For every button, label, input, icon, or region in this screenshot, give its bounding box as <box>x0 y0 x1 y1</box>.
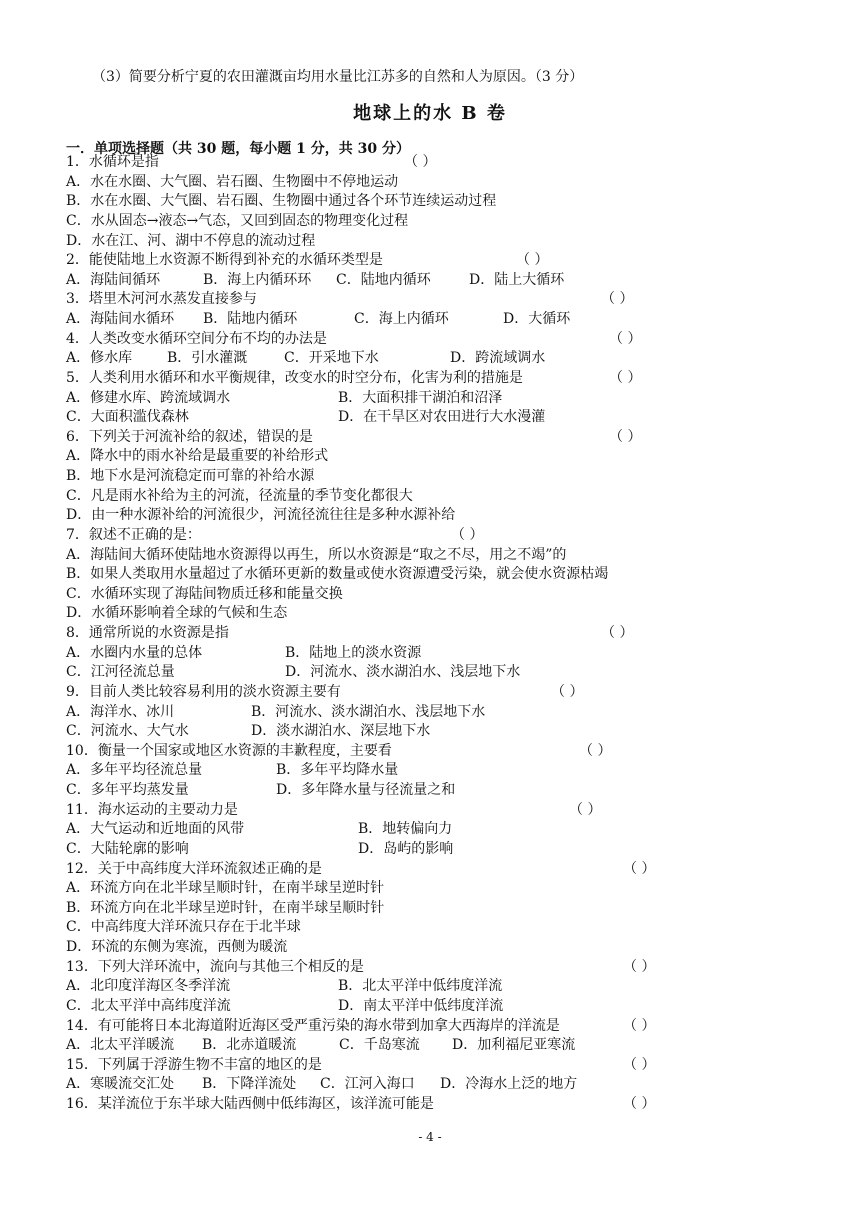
option-row <box>66 585 706 605</box>
option: B．北赤道暖流 <box>202 1037 297 1054</box>
option-row <box>66 604 706 624</box>
option: D．水在江、河、湖中不停息的流动过程 <box>66 232 316 249</box>
option: A．北太平洋暖流 <box>66 1037 175 1054</box>
option-row <box>66 663 706 683</box>
option: D．陆上大循环 <box>469 271 565 288</box>
option: A．环流方向在北半球呈顺时针，在南半球呈逆时针 <box>66 880 385 897</box>
option-row <box>66 879 706 899</box>
option: D．跨流域调水 <box>450 350 546 367</box>
option-row <box>66 271 706 291</box>
option: B．水在水圈、大气圈、岩石圈、生物圈中通过各个环节连续运动过程 <box>66 193 497 210</box>
option: A．寒暖流交汇处 <box>66 1076 175 1093</box>
option: B．多年平均降水量 <box>276 762 399 779</box>
option-row <box>66 918 706 938</box>
question-text: 3．塔里木河河水蒸发直接参与 <box>66 291 257 308</box>
question-text: 1．水循环是指 <box>66 154 159 170</box>
question-stem <box>66 742 706 762</box>
option: D．河流水、淡水湖泊水、浅层地下水 <box>285 664 521 681</box>
answer-blank: （ ） <box>623 860 656 877</box>
answer-blank: （ ） <box>569 801 602 818</box>
question-text: 13．下列大洋环流中，流向与其他三个相反的是 <box>66 958 364 975</box>
option-row <box>66 722 706 742</box>
option: A．修建水库、跨流域调水 <box>66 389 231 406</box>
option: D．加利福尼亚寒流 <box>452 1037 576 1054</box>
answer-blank: （ ） <box>601 625 634 641</box>
question-stem <box>66 251 706 271</box>
question-stem <box>66 860 706 880</box>
question-text: 6．下列关于河流补给的叙述，错误的是 <box>66 428 313 445</box>
option-row <box>66 408 706 428</box>
option: C．江河入海口 <box>320 1076 415 1093</box>
option: A．北印度洋海区冬季洋流 <box>66 978 231 995</box>
option: D．环流的东侧为寒流，西侧为暖流 <box>66 939 288 955</box>
option: A．海洋水、冰川 <box>66 703 175 720</box>
question-stem <box>66 153 706 173</box>
option: C．海上内循环 <box>354 311 449 327</box>
question-stem <box>66 526 706 546</box>
option: D．由一种水源补给的河流很少，河流径流往往是多种水源补给 <box>66 507 456 524</box>
option: A．海陆间大循环使陆地水资源得以再生，所以水资源是“取之不尽，用之不竭”的 <box>66 546 567 563</box>
option: A．大气运动和近地面的风带 <box>66 821 245 838</box>
question-text: 15．下列属于浮游生物不丰富的地区的是 <box>66 1056 322 1073</box>
answer-blank: （ ） <box>551 683 584 700</box>
question-stem <box>66 369 706 389</box>
option: C．凡是雨水补给为主的河流，径流量的季节变化都很大 <box>66 487 413 504</box>
option-row <box>66 467 706 487</box>
question-text: 14．有可能将日本北海道附近海区受严重污染的海水带到加拿大西海岸的洋流是 <box>66 1017 560 1034</box>
answer-blank: （ ） <box>623 958 656 975</box>
option: D．淡水湖泊水、深层地下水 <box>251 723 431 740</box>
option-row <box>66 546 706 566</box>
answer-blank: （ ） <box>404 154 437 170</box>
option: D．大循环 <box>503 311 571 327</box>
option: C．大面积滥伐森林 <box>66 409 189 426</box>
option-row <box>66 506 706 526</box>
answer-blank: （ ） <box>609 369 642 386</box>
option: A．海陆间水循环 <box>66 311 175 327</box>
option: A．多年平均径流总量 <box>66 762 203 779</box>
option-row <box>66 703 706 723</box>
option-row <box>66 487 706 507</box>
question-stem <box>66 330 706 350</box>
question-stem <box>66 1095 706 1115</box>
option: A．水在水圈、大气圈、岩石圈、生物圈中不停地运动 <box>66 173 399 190</box>
question-text: 11．海水运动的主要动力是 <box>66 801 238 818</box>
page-title: 地球上的水 B 卷 <box>353 103 507 124</box>
option-row <box>66 349 706 369</box>
option-row <box>66 565 706 585</box>
question-stem <box>66 290 706 310</box>
option: B．下降洋流处 <box>202 1076 297 1093</box>
option: B．地下水是河流稳定而可靠的补给水源 <box>66 468 315 484</box>
option-row <box>66 1075 706 1095</box>
option-row <box>66 938 706 958</box>
option-row <box>66 232 706 252</box>
option: B．大面积排干湖泊和沼泽 <box>338 389 503 406</box>
option: C．开采地下水 <box>284 350 379 367</box>
option: B．引水灌溉 <box>167 350 248 367</box>
option: B．北太平洋中低纬度洋流 <box>338 978 503 995</box>
option-row <box>66 761 706 781</box>
option: C．大陆轮廓的影响 <box>66 840 189 857</box>
option: B．环流方向在北半球呈逆时针，在南半球呈顺时针 <box>66 899 385 916</box>
option: B．海上内循环环 <box>203 271 312 288</box>
option: D．多年降水量与径流量之和 <box>276 782 456 798</box>
option: A．水圈内水量的总体 <box>66 644 203 661</box>
option-row <box>66 310 706 330</box>
option: C．中高纬度大洋环流只存在于北半球 <box>66 919 301 936</box>
question-text: 16．某洋流位于东半球大陆西侧中低纬海区，该洋流可能是 <box>66 1096 434 1112</box>
question-stem <box>66 683 706 703</box>
option: B．河流水、淡水湖泊水、浅层地下水 <box>251 703 486 720</box>
question-text: 4．人类改变水循环空间分布不均的办法是 <box>66 330 327 347</box>
option-row <box>66 644 706 664</box>
question-text: 7．叙述不正确的是： <box>66 526 201 543</box>
option-row <box>66 447 706 467</box>
option: B．如果人类取用水量超过了水循环更新的数量或使水资源遭受污染，就会使水资源枯竭 <box>66 566 609 583</box>
option: A．降水中的雨水补给是最重要的补给形式 <box>66 448 329 465</box>
option: D．在干旱区对农田进行大水漫灌 <box>338 409 546 426</box>
option-row <box>66 820 706 840</box>
option: D．岛屿的影响 <box>358 840 454 857</box>
option: D．南太平洋中低纬度洋流 <box>338 997 504 1014</box>
answer-blank: （ ） <box>623 1017 656 1034</box>
question-stem <box>66 1017 706 1037</box>
answer-blank: （ ） <box>623 1056 656 1073</box>
option: D．水循环影响着全球的气候和生态 <box>66 605 288 622</box>
answer-blank: （ ） <box>609 330 642 347</box>
question-text: 5．人类利用水循环和水平衡规律，改变水的时空分布，化害为利的措施是 <box>66 369 523 386</box>
question-text: 8．通常所说的水资源是指 <box>66 625 229 641</box>
question-text: 2．能使陆地上水资源不断得到补充的水循环类型是 <box>66 252 383 269</box>
answer-blank: （ ） <box>451 526 484 543</box>
option-row <box>66 840 706 860</box>
question-stem <box>66 958 706 978</box>
option-row <box>66 781 706 801</box>
question-text: 9．目前人类比较容易利用的淡水资源主要有 <box>66 683 341 700</box>
option: A．修水库 <box>66 350 133 367</box>
intro-question: （3）简要分析宁夏的农田灌溉亩均用水量比江苏多的自然和人为原因。（3 分） <box>92 69 584 85</box>
option: C．陆地内循环 <box>336 271 431 288</box>
page-number: - 4 - <box>418 1130 442 1144</box>
option: D．冷海水上泛的地方 <box>440 1076 578 1093</box>
option: C．多年平均蒸发量 <box>66 782 189 798</box>
option: B．陆地上的淡水资源 <box>285 644 422 661</box>
option-row <box>66 212 706 232</box>
question-text: 12．关于中高纬度大洋环流叙述正确的是 <box>66 860 322 877</box>
option-row <box>66 389 706 409</box>
option-row <box>66 997 706 1017</box>
answer-blank: （ ） <box>516 252 549 269</box>
question-stem <box>66 624 706 644</box>
option: C．江河径流总量 <box>66 664 175 681</box>
question-text: 10．衡量一个国家或地区水资源的丰歉程度，主要看 <box>66 742 392 759</box>
option: B．地转偏向力 <box>358 821 453 838</box>
answer-blank: （ ） <box>609 428 642 445</box>
answer-blank: （ ） <box>623 1096 656 1112</box>
option: C．水循环实现了海陆间物质迁移和能量交换 <box>66 585 343 602</box>
option: B．陆地内循环 <box>203 311 298 327</box>
section-heading: 一．单项选择题（共 30 题，每小题 1 分，共 30 分） <box>66 141 410 157</box>
option: A．海陆间循环 <box>66 271 161 288</box>
answer-blank: （ ） <box>601 291 634 308</box>
option-row <box>66 192 706 212</box>
option-row <box>66 899 706 919</box>
answer-blank: （ ） <box>579 742 612 759</box>
question-list <box>66 153 706 1115</box>
option-row <box>66 173 706 193</box>
option: C．水从固态→液态→气态，又回到固态的物理变化过程 <box>66 212 409 229</box>
option-row <box>66 1036 706 1056</box>
option: C．北太平洋中高纬度洋流 <box>66 997 231 1014</box>
option: C．千岛寒流 <box>339 1037 420 1054</box>
option: C．河流水、大气水 <box>66 723 189 740</box>
question-stem <box>66 801 706 821</box>
question-stem <box>66 428 706 448</box>
option-row <box>66 977 706 997</box>
question-stem <box>66 1056 706 1076</box>
